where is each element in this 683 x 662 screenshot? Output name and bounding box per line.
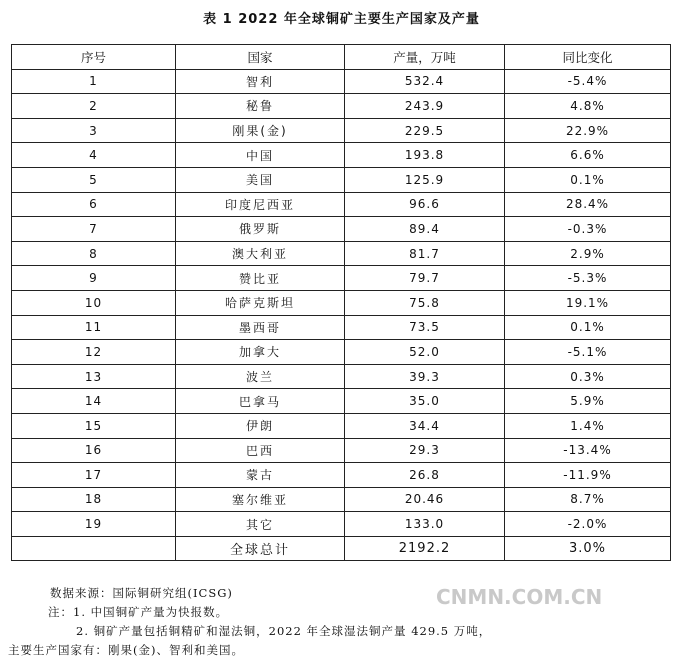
cell-index: 5 bbox=[12, 167, 176, 192]
cell-country: 智利 bbox=[176, 69, 345, 94]
cell-output: 133.0 bbox=[345, 512, 505, 537]
cell-output: 229.5 bbox=[345, 118, 505, 143]
cell-country: 波兰 bbox=[176, 364, 345, 389]
cell-output: 243.9 bbox=[345, 94, 505, 119]
cell-output: 193.8 bbox=[345, 143, 505, 168]
header-output: 产量，万吨 bbox=[345, 45, 505, 70]
table-row bbox=[12, 389, 671, 414]
table-row bbox=[12, 241, 671, 266]
note-2-line-2: 主要生产国家有：刚果(金)、智利和美国。 bbox=[8, 643, 244, 657]
copper-production-table bbox=[11, 44, 671, 561]
cell-output: 2192.2 bbox=[345, 536, 505, 561]
cell-change: 4.8% bbox=[505, 94, 671, 119]
cell-index: 19 bbox=[12, 512, 176, 537]
header-country: 国家 bbox=[176, 45, 345, 70]
cell-country: 印度尼西亚 bbox=[176, 192, 345, 217]
cell-output: 89.4 bbox=[345, 217, 505, 242]
table-row bbox=[12, 290, 671, 315]
cell-country: 秘鲁 bbox=[176, 94, 345, 119]
cell-change: -13.4% bbox=[505, 438, 671, 463]
cell-index: 10 bbox=[12, 290, 176, 315]
cell-output: 35.0 bbox=[345, 389, 505, 414]
table-row bbox=[12, 340, 671, 365]
table-body bbox=[12, 69, 671, 561]
cell-country: 巴西 bbox=[176, 438, 345, 463]
cell-change: 0.1% bbox=[505, 315, 671, 340]
cell-index: 9 bbox=[12, 266, 176, 291]
cell-output: 34.4 bbox=[345, 413, 505, 438]
cell-index: 6 bbox=[12, 192, 176, 217]
cell-change: -2.0% bbox=[505, 512, 671, 537]
cell-change: 19.1% bbox=[505, 290, 671, 315]
cell-index: 4 bbox=[12, 143, 176, 168]
cell-change: 6.6% bbox=[505, 143, 671, 168]
watermark: CNMN.COM.CN bbox=[436, 585, 603, 609]
cell-change: 1.4% bbox=[505, 413, 671, 438]
cell-country: 墨西哥 bbox=[176, 315, 345, 340]
cell-output: 39.3 bbox=[345, 364, 505, 389]
table-row bbox=[12, 266, 671, 291]
cell-output: 73.5 bbox=[345, 315, 505, 340]
cell-country: 俄罗斯 bbox=[176, 217, 345, 242]
cell-index bbox=[12, 536, 176, 561]
cell-change: 0.1% bbox=[505, 167, 671, 192]
cell-output: 81.7 bbox=[345, 241, 505, 266]
note-1: 注：1. 中国铜矿产量为快报数。 bbox=[48, 605, 229, 619]
cell-country: 美国 bbox=[176, 167, 345, 192]
cell-index: 14 bbox=[12, 389, 176, 414]
cell-change: -5.1% bbox=[505, 340, 671, 365]
cell-change: 2.9% bbox=[505, 241, 671, 266]
cell-change: 5.9% bbox=[505, 389, 671, 414]
cell-country: 赞比亚 bbox=[176, 266, 345, 291]
cell-country: 加拿大 bbox=[176, 340, 345, 365]
cell-output: 96.6 bbox=[345, 192, 505, 217]
cell-index: 12 bbox=[12, 340, 176, 365]
table-row bbox=[12, 413, 671, 438]
table-row bbox=[12, 512, 671, 537]
cell-index: 8 bbox=[12, 241, 176, 266]
cell-change: 8.7% bbox=[505, 487, 671, 512]
table-row bbox=[12, 364, 671, 389]
table-row bbox=[12, 438, 671, 463]
table-row bbox=[12, 143, 671, 168]
cell-output: 29.3 bbox=[345, 438, 505, 463]
table-row bbox=[12, 217, 671, 242]
cell-country: 巴拿马 bbox=[176, 389, 345, 414]
cell-country: 哈萨克斯坦 bbox=[176, 290, 345, 315]
cell-change: 0.3% bbox=[505, 364, 671, 389]
header-index: 序号 bbox=[12, 45, 176, 70]
table-row bbox=[12, 463, 671, 488]
cell-change: 22.9% bbox=[505, 118, 671, 143]
cell-country: 蒙古 bbox=[176, 463, 345, 488]
cell-change: -0.3% bbox=[505, 217, 671, 242]
cell-index: 17 bbox=[12, 463, 176, 488]
cell-change: -5.4% bbox=[505, 69, 671, 94]
cell-index: 7 bbox=[12, 217, 176, 242]
cell-country: 刚果(金) bbox=[176, 118, 345, 143]
cell-country: 澳大利亚 bbox=[176, 241, 345, 266]
total-row bbox=[12, 536, 671, 561]
cell-country: 全球总计 bbox=[176, 536, 345, 561]
table-row bbox=[12, 118, 671, 143]
cell-index: 16 bbox=[12, 438, 176, 463]
cell-output: 532.4 bbox=[345, 69, 505, 94]
cell-index: 11 bbox=[12, 315, 176, 340]
cell-output: 75.8 bbox=[345, 290, 505, 315]
source-note: 数据来源：国际铜研究组(ICSG) bbox=[50, 586, 233, 600]
cell-output: 20.46 bbox=[345, 487, 505, 512]
cell-change: -11.9% bbox=[505, 463, 671, 488]
table-row bbox=[12, 315, 671, 340]
cell-country: 塞尔维亚 bbox=[176, 487, 345, 512]
header-change: 同比变化 bbox=[505, 45, 671, 70]
note-2-line-1: 2. 铜矿产量包括铜精矿和湿法铜，2022 年全球湿法铜产量 429.5 万吨， bbox=[76, 624, 492, 638]
cell-change: -5.3% bbox=[505, 266, 671, 291]
cell-index: 3 bbox=[12, 118, 176, 143]
table-row bbox=[12, 192, 671, 217]
cell-index: 1 bbox=[12, 69, 176, 94]
cell-output: 26.8 bbox=[345, 463, 505, 488]
cell-index: 2 bbox=[12, 94, 176, 119]
cell-index: 18 bbox=[12, 487, 176, 512]
cell-change: 28.4% bbox=[505, 192, 671, 217]
table-row bbox=[12, 94, 671, 119]
cell-country: 其它 bbox=[176, 512, 345, 537]
table-title: 表 1 2022 年全球铜矿主要生产国家及产量 bbox=[203, 12, 480, 27]
cell-country: 伊朗 bbox=[176, 413, 345, 438]
table-row bbox=[12, 167, 671, 192]
cell-index: 15 bbox=[12, 413, 176, 438]
cell-output: 125.9 bbox=[345, 167, 505, 192]
table-header-row bbox=[12, 45, 671, 70]
cell-output: 79.7 bbox=[345, 266, 505, 291]
cell-output: 52.0 bbox=[345, 340, 505, 365]
table-row bbox=[12, 69, 671, 94]
cell-country: 中国 bbox=[176, 143, 345, 168]
cell-change: 3.0% bbox=[505, 536, 671, 561]
cell-index: 13 bbox=[12, 364, 176, 389]
table-row bbox=[12, 487, 671, 512]
